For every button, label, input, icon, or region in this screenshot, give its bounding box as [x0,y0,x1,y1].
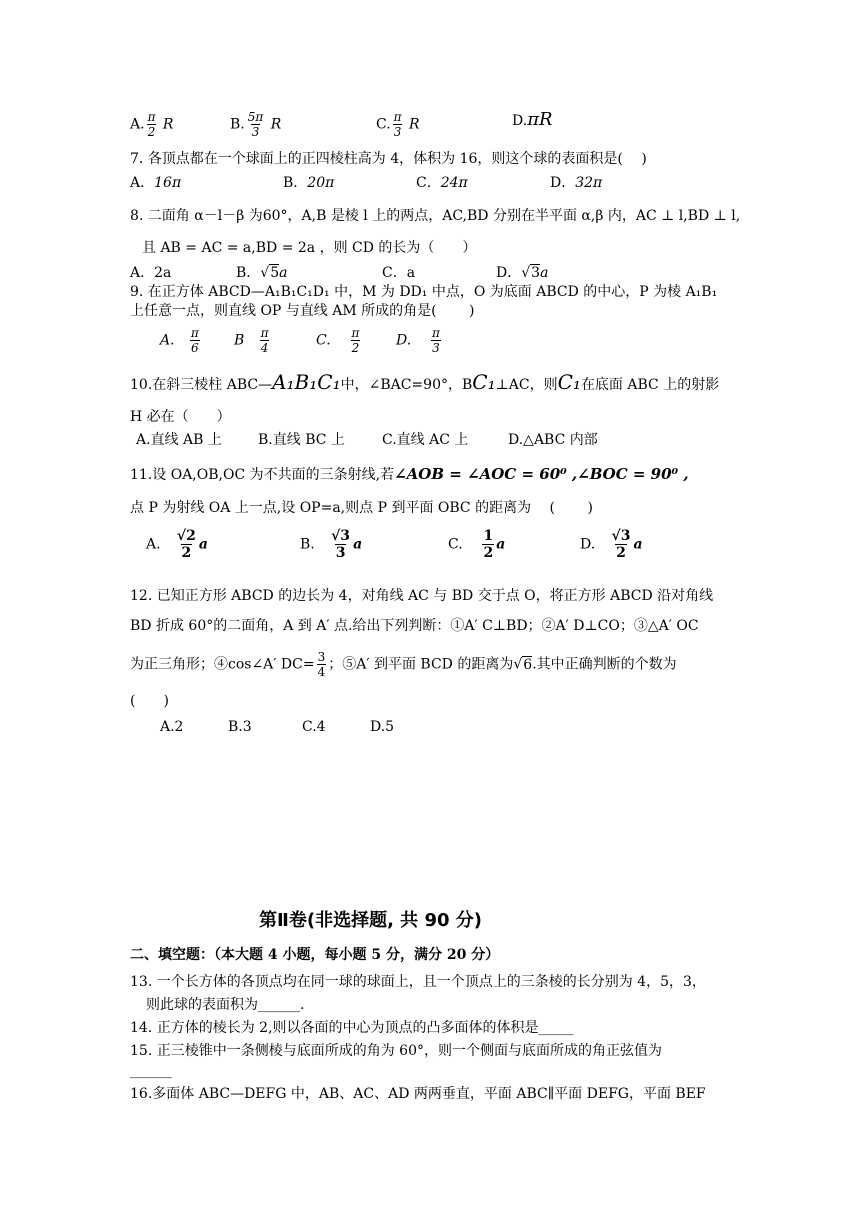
part2-section-heading: 二、填空题：（本大题 4 小题，每小题 5 分，满分 20 分） [130,947,500,963]
q12-line3: 为正三角形；④cos∠A′ DC= $\frac{3}{4}$ ；⑤A′ 到平面 BCD 的距离为√6.其中正确判断的个数为 [130,650,677,679]
q8-option-c: C．a [382,265,416,281]
q15-line1: 15. 正三棱锥中一条侧棱与底面所成的角为 60°，则一个侧面与底面所成的角正弦值为 [130,1043,662,1059]
q12-option-a: A.2 [160,719,184,735]
q7-stem: 7. 各顶点都在一个球面上的正四棱柱高为 4，体积为 16，则这个球的表面积是( ) [130,151,647,167]
q10-option-b: B.直线 BC 上 [258,432,345,448]
q6-option-b: B. $\frac{5\pi}{3}$ R [230,110,282,139]
q9-stem-line2: 上任意一点，则直线 OP 与直线 AM 所成的角是( ) [130,303,475,319]
q8-option-a: A．2a [130,265,172,281]
q12-option-c: C.4 [302,719,326,735]
q9-option-a: A. $\frac{\pi}{6}$ [160,326,199,355]
q8-option-b: B．√5a [236,265,288,281]
q9-option-c: C. $\frac{\pi}{2}$ [316,326,360,355]
q10-option-c: C.直线 AC 上 [382,432,469,448]
q6-option-c: C. $\frac{\pi}{3}$ R [376,110,420,139]
q14: 14. 正方体的棱长为 2,则以各面的中心为顶点的凸多面体的体积是_____ [130,1020,574,1036]
q11-option-a: A. $\frac{√2}{2}$ a [146,528,208,561]
q10-stem-line2: H 必在（ ） [130,409,231,425]
q7-option-a: A．16π [130,175,182,191]
q8-stem-line1: 8. 二面角 α－l－β 为60°，A,B 是棱 l 上的两点，AC,BD 分别在半平面 α,β 内，AC ⊥ l,BD ⊥ l, [130,208,741,224]
q11-option-b: B. $\frac{√3}{3}$ a [300,528,363,561]
q10-option-d: D.△ABC 内部 [508,432,598,448]
q11-stem-line1: 11.设 OA,OB,OC 为不共面的三条射线,若∠AOB = ∠AOC = 60⁰ ,∠BOC = 90⁰ , [130,465,689,483]
part2-title: 第Ⅱ卷(非选择题, 共 90 分) [259,910,482,931]
q15-line2: ______ [130,1063,172,1079]
q12-line2: BD 折成 60°的二面角，A 到 A′ 点.给出下列判断：①A′ C⊥BD；②A′ D⊥CO；③△A′ OC [130,618,699,634]
q12-line4: ( ) [130,693,169,709]
q11-stem-line2: 点 P 为射线 OA 上一点,设 OP=a,则点 P 到平面 OBC 的距离为 ( ) [130,500,593,516]
q13-line1: 13. 一个长方体的各顶点均在同一球的球面上，且一个顶点上的三条棱的长分别为 4，5，3， [130,974,706,990]
q7-option-d: D．32π [550,175,603,191]
q11-option-c: C. $\frac{1}{2}$ a [448,528,506,561]
q7-option-c: C．24π [416,175,468,191]
q9-stem-line1: 9. 在正方体 ABCD—A₁B₁C₁D₁ 中，M 为 DD₁ 中点，O 为底面 ABCD 的中心，P 为棱 A₁B₁ [130,284,718,300]
q7-option-b: B．20π [283,175,335,191]
q8-option-d: D．√3a [496,265,549,281]
q6-option-a: A. $\frac{\pi}{2}$ R [130,110,174,139]
q10-option-a: A.直线 AB 上 [136,432,222,448]
q16: 16.多面体 ABC—DEFG 中，AB、AC、AD 两两垂直，平面 ABC∥平面 DEFG，平面 BEF [130,1086,706,1102]
q12-option-b: B.3 [228,719,252,735]
q6-option-d: D.πR [512,109,553,130]
q13-line2: 则此球的表面积为______. [146,997,305,1013]
q11-option-d: D. $\frac{√3}{2}$ a [580,528,643,561]
q9-option-d: D. $\frac{\pi}{3}$ [396,326,440,355]
q9-option-b: B $\frac{\pi}{4}$ [234,326,269,355]
q12-line1: 12. 已知正方形 ABCD 的边长为 4，对角线 AC 与 BD 交于点 O，将正方形 ABCD 沿对角线 [130,588,714,604]
q12-option-d: D.5 [370,719,395,735]
q8-stem-line2: 且 AB = AC = a,BD = 2a ，则 CD 的长为（ ） [142,240,477,256]
q10-stem-line1: 10.在斜三棱柱 ABC—A₁B₁C₁中，∠BAC=90°，BC₁⊥AC，则C₁在底面 ABC 上的射影 [130,370,720,394]
